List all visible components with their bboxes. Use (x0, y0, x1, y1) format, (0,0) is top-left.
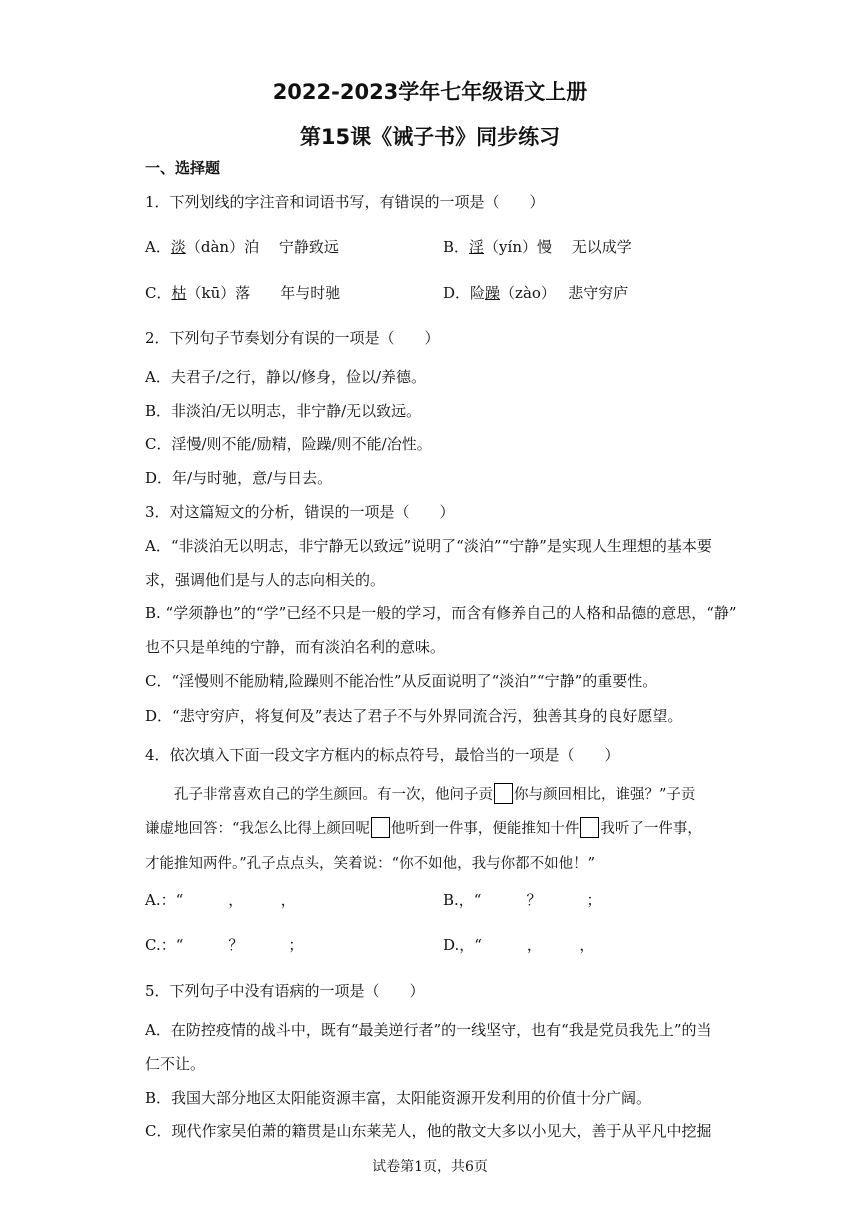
underlined-char: 躁 (485, 284, 501, 302)
doc-title-line1: 2022-2023学年七年级语文上册 (272, 80, 588, 104)
q5-option-a-line1: A．在防控疫情的战斗中，既有“最美逆行者”的一线坚守，也有“我是党员我先上”的当 (145, 1021, 712, 1039)
underlined-char: 淡 (170, 238, 186, 256)
option-text: （zào） 悲守穷庐 (500, 284, 629, 302)
q2-option-c: C．淫慢/则不能/励精，险躁/则不能/冶性。 (145, 435, 432, 453)
option-prefix: C． (145, 284, 172, 302)
passage-text: 孔子非常喜欢自己的学生颜回。有一次，他问子贡 (174, 787, 493, 803)
q3-option-c: C．“淫慢则不能励精,险躁则不能冶性”从反面说明了“淡泊”“宁静”的重要性。 (145, 672, 658, 690)
q1-option-c (145, 282, 340, 303)
q3-option-b-line2: 也不只是单纯的宁静，而有淡泊名利的意味。 (145, 638, 446, 656)
question-1-stem: 1．下列划线的字注音和词语书写，有错误的一项是（ ） (145, 193, 545, 211)
option-prefix: D．险 (443, 284, 486, 302)
q2-option-b: B．非淡泊/无以明志，非宁静/无以致远。 (145, 402, 422, 420)
page-footer: 试卷第1页，共6页 (372, 1159, 488, 1175)
underlined-char: 淫 (469, 238, 485, 256)
q5-option-c: C．现代作家吴伯萧的籍贯是山东莱芜人，他的散文大多以小见大，善于从平凡中挖掘 (145, 1122, 712, 1140)
passage-text: 我听了一件事， (600, 821, 702, 837)
passage-line-1 (174, 783, 695, 804)
question-2-stem: 2．下列句子节奏划分有误的一项是（ ） (145, 329, 440, 347)
q3-option-a-line1: A．“非淡泊无以明志，非宁静无以致远”说明了“淡泊”“宁静”是实现人生理想的基本要 (145, 537, 712, 555)
q1-option-d (443, 282, 628, 303)
question-4-stem: 4．依次填入下面一段文字方框内的标点符号，最恰当的一项是（ ） (145, 746, 620, 764)
q1-option-a (145, 236, 339, 257)
passage-text: 你与颜回相比，谁强？”子贡 (514, 787, 696, 803)
passage-line-2 (145, 817, 702, 838)
q3-option-d: D．“悲守穷庐，将复何及”表达了君子不与外界同流合污，独善其身的良好愿望。 (145, 707, 683, 725)
option-prefix: A． (145, 238, 171, 256)
section-heading: 一、选择题 (145, 159, 221, 177)
q5-option-b: B．我国大部分地区太阳能资源丰富，太阳能资源开发利用的价值十分广阔。 (145, 1089, 652, 1107)
question-5-stem: 5．下列句子中没有语病的一项是（ ） (145, 982, 425, 1000)
question-3-stem: 3．对这篇短文的分析，错误的一项是（ ） (145, 503, 455, 521)
q3-option-a-line2: 求，强调他们是与人的志向相关的。 (145, 571, 386, 589)
q4-option-a: A.：“ ， ， (145, 891, 296, 909)
blank-box (580, 817, 599, 838)
q4-option-d: D.，“ ， ， (443, 936, 595, 954)
option-text: （kū）落 年与时驰 (186, 284, 341, 302)
q2-option-a: A．夫君子/之行，静以/修身，俭以/养德。 (145, 368, 426, 386)
q4-option-b: B.，“ ？ ； (443, 891, 602, 909)
option-text: （dàn）泊 宁静致远 (185, 238, 339, 256)
passage-line-3: 才能推知两件。”孔子点点头，笑着说：“你不如他，我与你都不如他！” (145, 856, 595, 872)
option-prefix: B． (443, 238, 470, 256)
doc-title-line2: 第15课《诫子书》同步练习 (299, 125, 561, 149)
q4-option-c: C.：“ ？ ； (145, 936, 304, 954)
blank-box (371, 817, 390, 838)
underlined-char: 枯 (171, 284, 187, 302)
q5-option-a-line2: 仁不让。 (145, 1055, 206, 1073)
blank-box (494, 783, 513, 804)
q2-option-d: D．年/与时驰，意/与日去。 (145, 469, 333, 487)
q1-option-b (443, 236, 632, 257)
option-text: （yín）慢 无以成学 (484, 238, 632, 256)
passage-text: 他听到一件事，便能推知十件 (390, 821, 580, 837)
passage-text: 谦虚地回答：“我怎么比得上颜回呢 (145, 821, 370, 837)
q3-option-b-line1: B. “学须静也”的“学”已经不只是一般的学习，而含有修养自己的人格和品德的意思，“静” (145, 604, 737, 622)
